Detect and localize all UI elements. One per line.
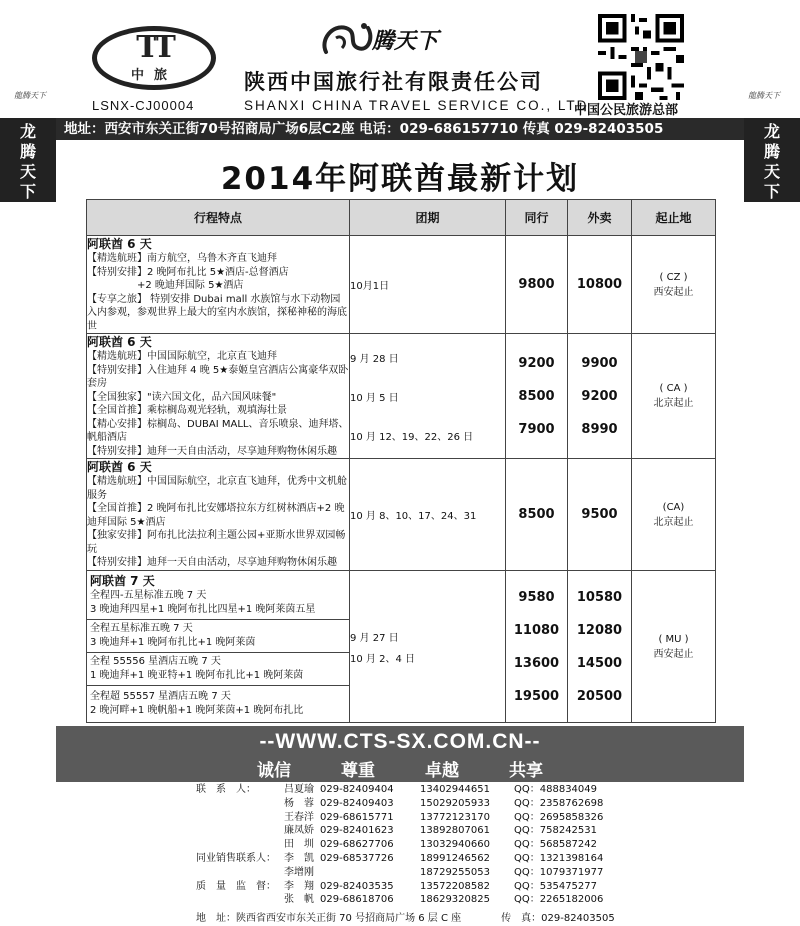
route-line: 【特别安排】迪拜一天自由活动，尽享迪拜购物休闲乐趣 <box>87 557 337 569</box>
route-features <box>87 459 350 571</box>
tour-date: 10 月 2、4 日 <box>350 653 415 665</box>
airline-code: ( MU ) <box>658 633 689 645</box>
airline-code: ( CA ) <box>659 383 688 394</box>
route-line: 【精选航班】中国国际航空，北京直飞迪拜，优秀中文机舱服务 <box>87 476 347 501</box>
route-line: 【精心安排】棕榈岛、DUBAI MALL、音乐喷泉、迪拜塔、帆船酒店 <box>87 418 349 443</box>
retail-price-value: 9500 <box>581 507 618 522</box>
contact-qq: QQ：1079371977 <box>514 866 604 878</box>
retail-price-value: 8990 <box>581 421 618 437</box>
contact-qq: QQ：2695858326 <box>514 811 604 823</box>
col-peer-price: 同行 <box>506 200 568 236</box>
peer-price-value: 8500 <box>518 388 555 404</box>
dragon-calligraphy-icon <box>318 18 378 62</box>
contact-row <box>196 880 634 894</box>
contact-row <box>196 866 634 880</box>
start-end-city: 北京起止 <box>653 398 694 409</box>
contact-name: 王春洋 <box>284 811 314 823</box>
route-line: 【全国独家】"读六国文化，品六国风味餐" <box>87 391 277 403</box>
page-title: 2014年阿联酋最新计划 <box>220 161 580 197</box>
side-tag-left <box>0 118 56 202</box>
contact-phone: 029-68618706 <box>320 894 394 906</box>
side-tag-left-text <box>0 122 56 202</box>
contact-role <box>196 824 284 838</box>
contact-qq: QQ：758242531 <box>514 825 598 837</box>
mottos <box>56 756 744 781</box>
side-tag-char: 腾 <box>19 142 36 161</box>
peer-price-value: 13600 <box>513 655 560 671</box>
contact-row <box>196 852 634 866</box>
retail-price <box>568 334 632 459</box>
peer-price-value: 9580 <box>518 589 555 605</box>
route-line: 【特别安排】2 晚阿布扎比 5★酒店-总督酒店 <box>87 266 289 278</box>
contact-mobile: 13402944651 <box>420 784 490 795</box>
retail-price <box>568 459 632 571</box>
table-header-row <box>87 200 716 236</box>
contact-name: 张 帆 <box>284 894 314 906</box>
contact-name: 杨 蓉 <box>284 797 314 809</box>
route-option <box>87 620 349 653</box>
option-detail: 1 晚迪拜+1 晚亚特+1 晚阿布扎比+1 晚阿莱茵 <box>90 670 304 681</box>
contact-name: 廉凤娇 <box>284 825 314 837</box>
logo-cn: 中旅 <box>130 68 177 83</box>
peer-price-value: 19500 <box>513 688 560 704</box>
peer-price-value: 8500 <box>518 507 555 522</box>
option-detail: 2 晚河畔+1 晚帆船+1 晚阿莱茵+1 晚阿布扎比 <box>90 705 304 716</box>
airline-code: (CA) <box>662 501 685 513</box>
bottom-address: 地 址：陕西省西安市东关正街 70 号招商局广场 6 层 C 座 传 真：029-82403505 <box>196 913 615 924</box>
tour-dates <box>350 459 506 571</box>
col-feature: 行程特点 <box>87 200 350 236</box>
contact-phone: 029-82401623 <box>320 825 394 837</box>
contact-mobile: 13772123170 <box>420 811 490 823</box>
company-name-cn: 陕西中国旅行社有限责任公司 <box>244 70 543 94</box>
route-line: 【精选航班】南方航空，乌鲁木齐直飞迪拜 <box>87 253 277 264</box>
contact-name: 李增刚 <box>284 866 314 878</box>
route-line: 【特别安排】迪拜一天自由活动，尽享迪拜购物休闲乐趣 <box>87 445 337 457</box>
side-tag-char: 龙 <box>19 122 36 141</box>
contact-role <box>196 893 284 907</box>
tour-date: 9 月 28 日 <box>350 353 399 365</box>
route-line: +2 晚迪拜国际 5★酒店 <box>87 280 244 291</box>
retail-price <box>568 571 632 723</box>
route-line: 【全国首推】乘棕榈岛观光轻轨，观填海壮景 <box>87 405 287 416</box>
route-option <box>87 571 349 620</box>
side-tag-char: 下 <box>763 182 780 201</box>
option-detail: 3 晚迪拜四星+1 晚阿布扎比四星+1 晚阿莱茵五星 <box>90 604 316 615</box>
side-tag-right-text <box>744 122 800 202</box>
contact-row <box>196 797 634 811</box>
side-tag-char: 腾 <box>763 142 780 161</box>
contact-qq: QQ：2265182006 <box>514 894 604 906</box>
contact-row <box>196 811 634 825</box>
peer-price <box>506 571 568 723</box>
contact-mobile: 18629320825 <box>420 894 490 906</box>
start-end-city: 西安起止 <box>653 648 694 660</box>
tour-date: 10月1日 <box>350 281 390 292</box>
logo-monogram: TT <box>136 30 172 65</box>
motto: 卓越 <box>425 761 459 781</box>
option-title: 全程超 55557 星酒店五晚 7 天 <box>90 691 231 702</box>
route-name: 阿联酋 6 天 <box>87 460 152 475</box>
contact-role <box>196 797 284 811</box>
contact-mobile: 13572208582 <box>420 880 490 892</box>
col-retail-price: 外卖 <box>568 200 632 236</box>
contact-row <box>196 783 634 797</box>
contact-list <box>196 783 634 907</box>
contact-role <box>196 866 284 880</box>
col-dates: 团期 <box>350 200 506 236</box>
retail-price-value: 12080 <box>576 622 623 638</box>
contact-phone: 029-82409404 <box>320 784 394 795</box>
peer-price <box>506 459 568 571</box>
retail-price-value: 9200 <box>581 388 618 404</box>
route-line: 【精选航班】中国国际航空，北京直飞迪拜 <box>87 351 277 362</box>
contact-phone: 029-68615771 <box>320 811 394 823</box>
retail-price-value: 10580 <box>576 589 623 605</box>
side-small-right: 龍腾天下 <box>748 91 780 100</box>
motto: 共享 <box>509 761 543 781</box>
contact-mobile: 18991246562 <box>420 852 490 864</box>
route-option <box>87 686 349 722</box>
route-line: 【独家安排】阿布扎比法拉利主题公园+亚斯水世界双园畅玩 <box>87 530 346 555</box>
tour-date: 10 月 5 日 <box>350 392 399 404</box>
table-row <box>87 571 716 723</box>
route-line: 【特别安排】入住迪拜 4 晚 5★泰姬皇宫酒店公寓豪华双卧套房 <box>87 364 349 389</box>
website-link[interactable]: --WWW.CTS-SX.COM.CN-- <box>259 730 541 753</box>
contact-phone: 029-82403535 <box>320 880 394 892</box>
contact-role: 同业销售联系人： <box>196 852 276 864</box>
contact-qq: QQ：488834049 <box>514 784 598 795</box>
retail-price-value: 10800 <box>576 277 623 292</box>
side-tag-right <box>744 118 800 202</box>
contact-role <box>196 838 284 852</box>
start-end <box>632 459 716 571</box>
retail-price-value: 9900 <box>581 355 618 371</box>
contact-name: 李 翔 <box>284 880 314 892</box>
col-start-end: 起止地 <box>632 200 716 236</box>
contact-role <box>196 811 284 825</box>
start-end-city: 北京起止 <box>653 516 694 528</box>
peer-price-value: 9800 <box>518 277 555 292</box>
table-row <box>87 236 716 334</box>
route-line: 【专享之旅】 特别安排 Dubai mall 水族馆与水下动物园入内参观，参观世界上最大的室内水族馆，探秘神秘的海底世 <box>87 293 347 332</box>
contact-row <box>196 838 634 852</box>
route-features <box>87 571 350 723</box>
contact-mobile: 15029205933 <box>420 797 490 809</box>
address-bar: 地址：西安市东关正街70号招商局广场6层C2座 电话：029-686157710 传真 029-82403505 <box>56 118 744 140</box>
qr-code-icon <box>598 14 684 100</box>
peer-price-value: 7900 <box>518 421 555 437</box>
route-name: 阿联酋 6 天 <box>87 335 152 349</box>
side-tag-char: 天 <box>763 162 780 181</box>
table-row <box>87 334 716 459</box>
side-tag-char: 下 <box>19 182 36 201</box>
contact-qq: QQ：535475277 <box>514 880 598 892</box>
retail-price <box>568 236 632 334</box>
option-title: 全程四-五星标准五晚 7 天 <box>90 590 207 601</box>
table-row <box>87 459 716 571</box>
contact-name: 田 圳 <box>284 839 314 851</box>
contact-phone <box>320 866 420 880</box>
tour-dates <box>350 334 506 459</box>
start-end <box>632 571 716 723</box>
license-number: LSNX-CJ00004 <box>92 98 195 113</box>
tour-date: 10 月 8、10、17、24、31 <box>350 511 477 522</box>
route-option <box>87 653 349 686</box>
contact-qq: QQ：2358762698 <box>514 797 604 809</box>
route-features <box>87 236 350 334</box>
option-detail: 3 晚迪拜+1 晚阿布扎比+1 晚阿莱茵 <box>90 637 256 648</box>
company-name-en: SHANXI CHINA TRAVEL SERVICE CO., LTD <box>244 98 589 113</box>
side-tag-char: 龙 <box>763 122 780 141</box>
peer-price <box>506 236 568 334</box>
option-title: 全程五星标准五晚 7 天 <box>90 623 193 634</box>
start-end-city: 西安起止 <box>653 286 694 298</box>
tour-date: 9 月 27 日 <box>350 632 399 644</box>
airline-code: ( CZ ) <box>659 271 688 283</box>
contact-qq: QQ：568587242 <box>514 839 598 851</box>
contact-phone: 029-68627706 <box>320 839 394 851</box>
contact-name: 李 凯 <box>284 852 314 864</box>
motto: 诚信 <box>257 761 291 781</box>
contact-role: 联 系 人： <box>196 784 256 795</box>
itinerary-table <box>86 199 716 723</box>
start-end <box>632 334 716 459</box>
contact-mobile: 13032940660 <box>420 839 490 851</box>
peer-price-value: 11080 <box>513 622 560 638</box>
qr-caption: 中国公民旅游总部 <box>574 103 679 118</box>
retail-price-value: 20500 <box>576 688 623 704</box>
retail-price-value: 14500 <box>576 655 623 671</box>
motto: 尊重 <box>341 761 375 781</box>
contact-row <box>196 893 634 907</box>
contact-mobile: 18729255053 <box>420 866 490 878</box>
peer-price-value: 9200 <box>518 355 555 371</box>
contact-row <box>196 824 634 838</box>
route-line: 【全国首推】2 晚阿布扎比安娜塔拉东方红树林酒店+2 晚迪拜国际 5★酒店 <box>87 503 345 528</box>
route-name: 阿联酋 7 天 <box>90 574 155 588</box>
start-end <box>632 236 716 334</box>
option-title: 全程 55556 星酒店五晚 7 天 <box>90 656 221 667</box>
side-small-left: 龍腾天下 <box>14 91 46 100</box>
contact-mobile: 13892807061 <box>420 825 490 837</box>
contact-role: 质 量 监 督： <box>196 880 276 892</box>
route-name: 阿联酋 6 天 <box>87 237 152 251</box>
tour-date: 10 月 12、19、22、26 日 <box>350 431 474 443</box>
tour-dates <box>350 571 506 723</box>
contact-phone: 029-82409403 <box>320 797 394 809</box>
route-features <box>87 334 350 459</box>
contact-name: 吕夏瑜 <box>284 784 314 795</box>
side-tag-char: 天 <box>19 162 36 181</box>
contact-qq: QQ：1321398164 <box>514 852 604 864</box>
slogan-logo: 腾天下 <box>372 28 439 54</box>
peer-price <box>506 334 568 459</box>
contact-phone: 029-68537726 <box>320 852 394 864</box>
tour-dates <box>350 236 506 334</box>
